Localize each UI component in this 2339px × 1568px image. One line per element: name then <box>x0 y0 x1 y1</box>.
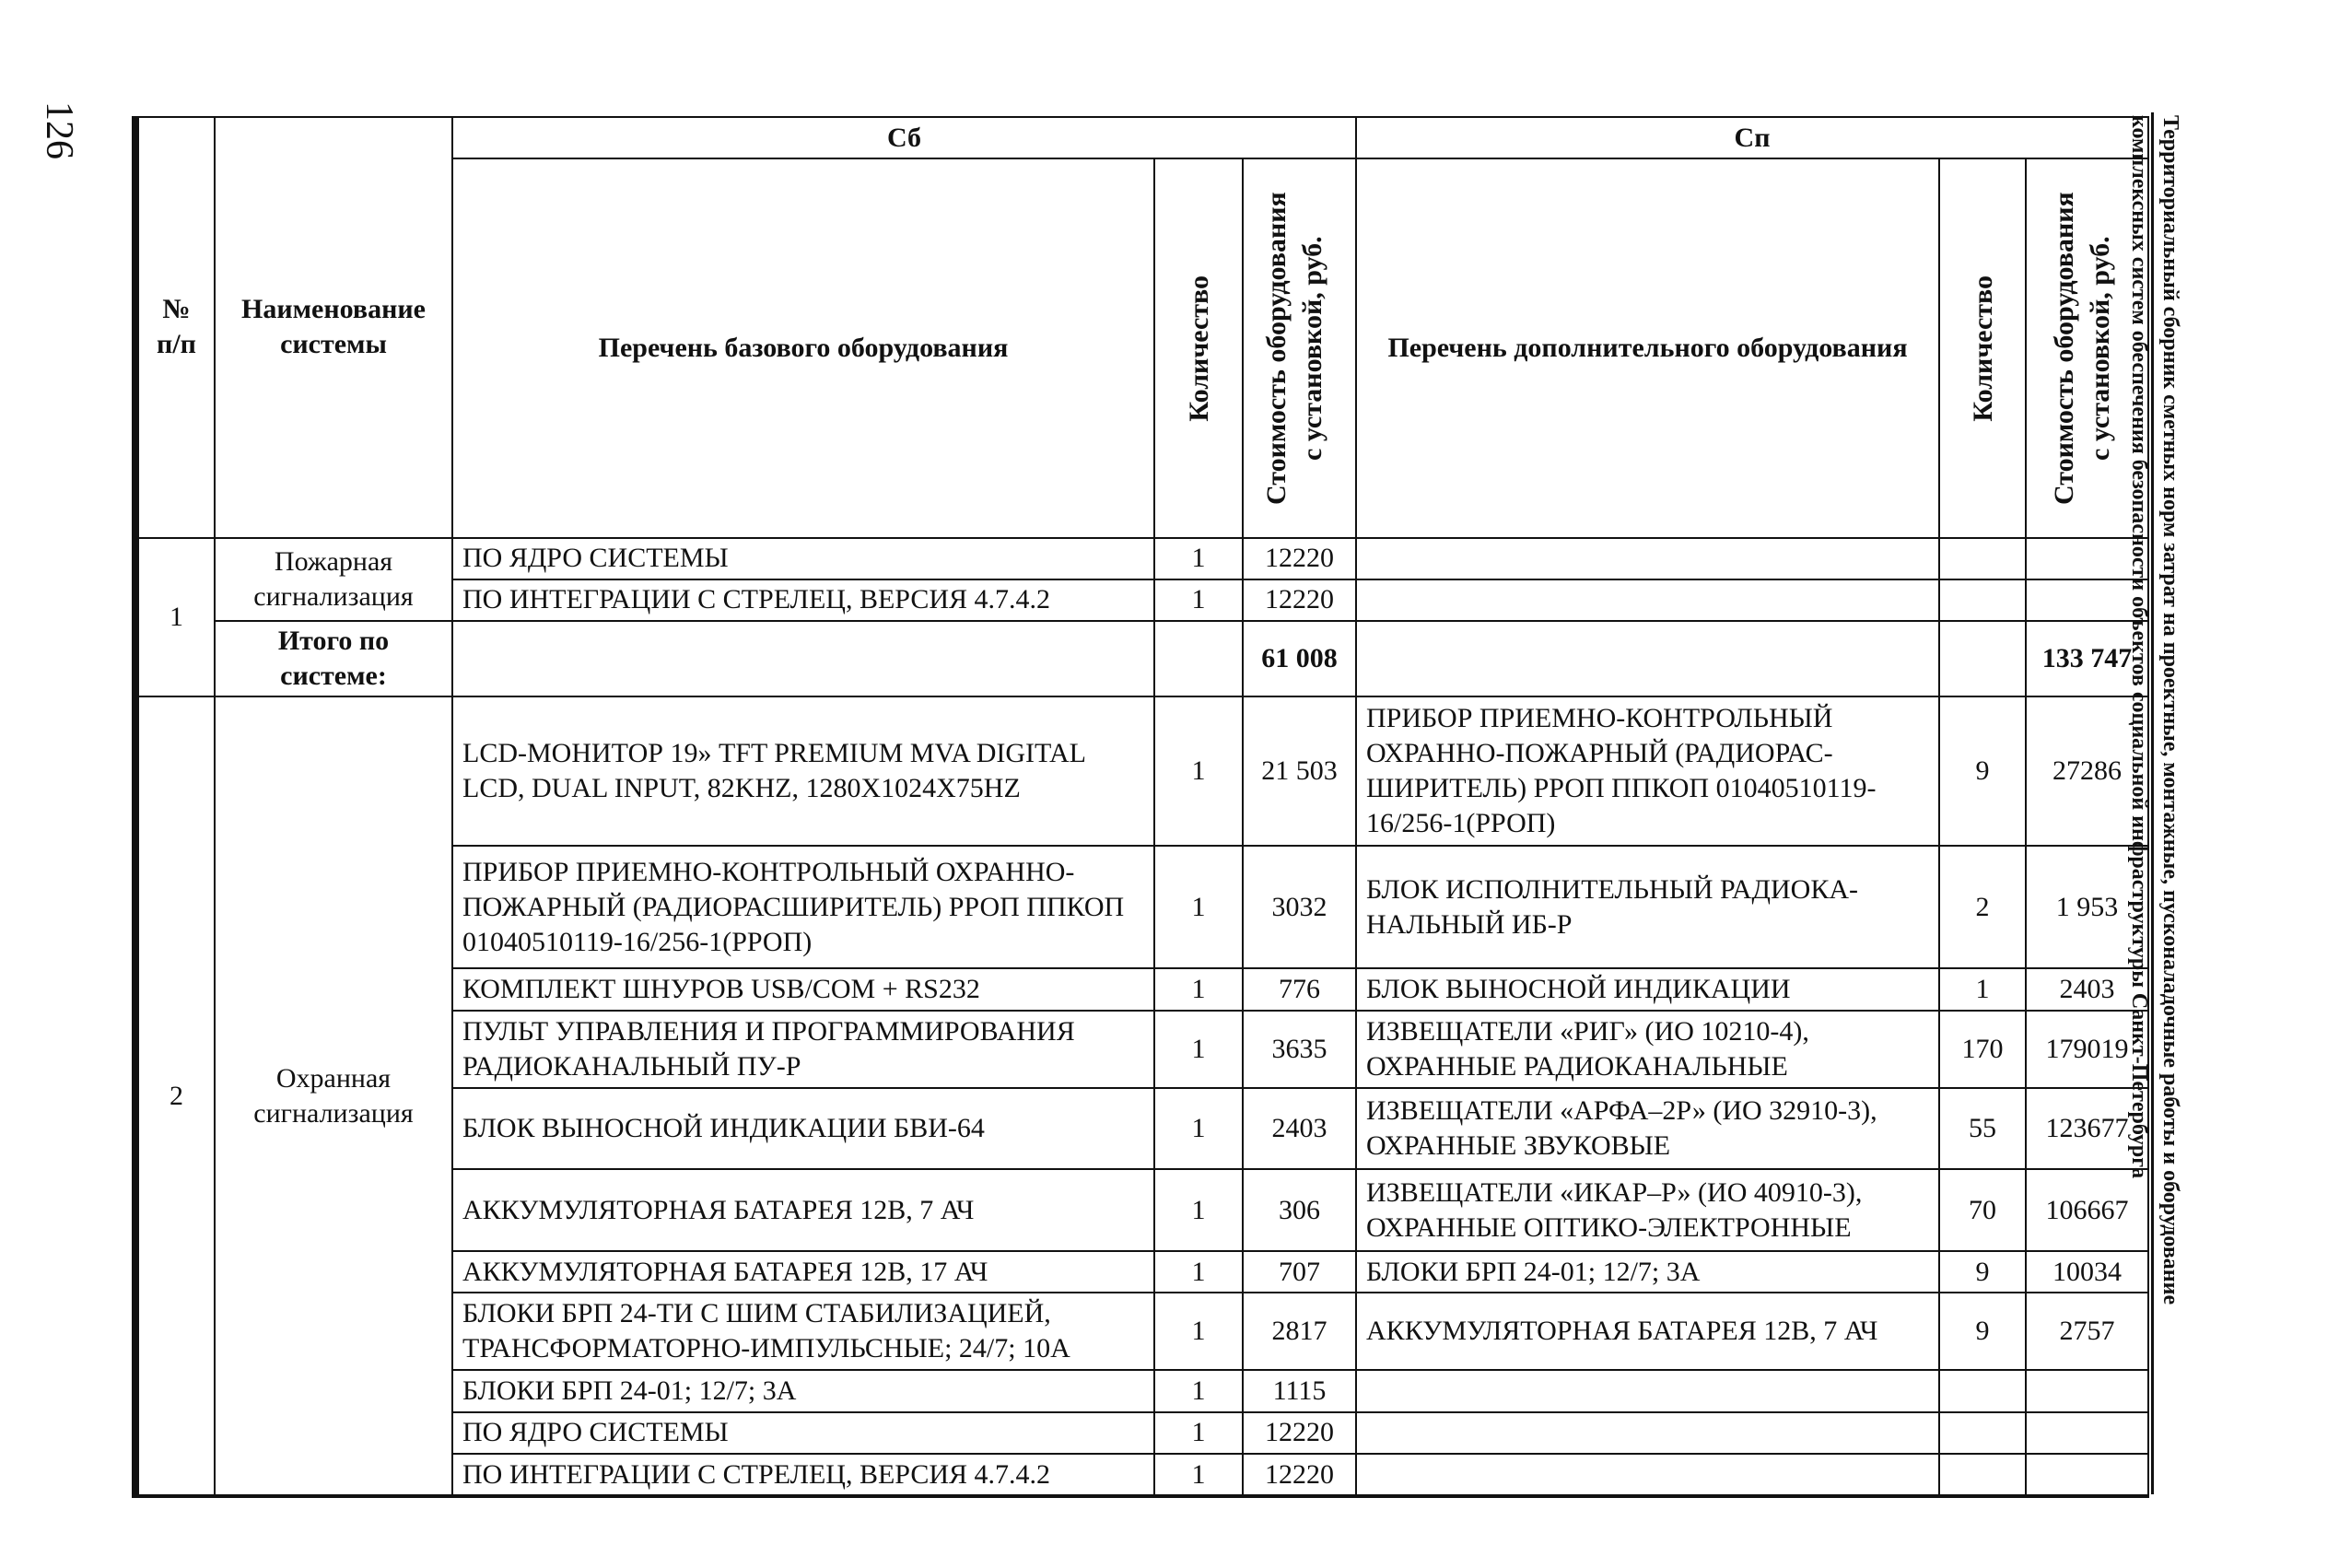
extra-item: АККУМУЛЯТОРНАЯ БАТАРЕЯ 12В, 7 АЧ <box>1356 1293 1939 1370</box>
running-head-rule <box>2151 112 2154 1494</box>
base-cost: 3032 <box>1243 846 1356 969</box>
header-qty-text: Количество <box>1183 275 1214 422</box>
extra-cost <box>2026 538 2148 579</box>
base-item: БЛОКИ БРП 24-01; 12/7; 3А <box>452 1370 1154 1411</box>
base-item: LCD-МОНИТОР 19» TFT PREMIUM MVA DIGITAL LCD, DUAL INPUT, 82KHZ, 1280X1024X75HZ <box>452 696 1154 846</box>
extra-cost <box>2026 579 2148 621</box>
base-cost: 707 <box>1243 1251 1356 1293</box>
base-item: БЛОКИ БРП 24-ТИ С ШИМ СТАБИЛИЗАЦИЕЙ, ТРАНСФОРМАТОРНО-ИМПУЛЬСНЫЕ; 24/7; 10А <box>452 1293 1154 1370</box>
system1-num: 1 <box>135 538 215 697</box>
extra-qty: 2 <box>1939 846 2026 969</box>
base-cost: 12220 <box>1243 538 1356 579</box>
base-item: ПРИБОР ПРИЕМНО-КОНТРОЛЬНЫЙ ОХРАННО-ПОЖАРНЫЙ (РАДИОРАСШИРИТЕЛЬ) РРОП ППКОП 01040510119-16/256-1(РРОП) <box>452 846 1154 969</box>
header-system-name: Наименование системы <box>215 117 452 538</box>
base-qty: 1 <box>1154 538 1243 579</box>
base-cost: 12220 <box>1243 1412 1356 1454</box>
extra-cost <box>2026 1370 2148 1411</box>
extra-item: ИЗВЕЩАТЕЛИ «РИГ» (ИО 10210-4), ОХРАННЫЕ РАДИОКАНАЛЬНЫЕ <box>1356 1011 1939 1088</box>
extra-cost <box>2026 1454 2148 1496</box>
extra-cost: 123677 <box>2026 1088 2148 1169</box>
header-cost <box>1243 158 1356 537</box>
extra-cost: 1 953 <box>2026 846 2148 969</box>
extra-qty <box>1939 579 2026 621</box>
extra-cost <box>2026 1412 2148 1454</box>
extra-item <box>1356 1412 1939 1454</box>
base-qty: 1 <box>1154 1370 1243 1411</box>
base-item: АККУМУЛЯТОРНАЯ БАТАРЕЯ 12В, 7 АЧ <box>452 1169 1154 1250</box>
base-qty: 1 <box>1154 1011 1243 1088</box>
total-empty <box>1356 621 1939 696</box>
extra-qty: 9 <box>1939 696 2026 846</box>
base-cost: 12220 <box>1243 1454 1356 1496</box>
extra-qty <box>1939 538 2026 579</box>
system1-total-label: Итого по системе: <box>215 621 452 696</box>
base-item: ПО ИНТЕГРАЦИИ С СТРЕЛЕЦ, ВЕРСИЯ 4.7.4.2 <box>452 1454 1154 1496</box>
extra-qty: 55 <box>1939 1088 2026 1169</box>
page-number: 126 <box>38 101 80 159</box>
system1-total-base: 61 008 <box>1243 621 1356 696</box>
base-cost: 21 503 <box>1243 696 1356 846</box>
header-cb: Сб <box>452 117 1356 158</box>
extra-cost: 27286 <box>2026 696 2148 846</box>
base-qty: 1 <box>1154 1454 1243 1496</box>
extra-cost: 106667 <box>2026 1169 2148 1250</box>
header-extra-list: Перечень дополнительного оборудования <box>1356 158 1939 537</box>
base-item: ПО ЯДРО СИСТЕМЫ <box>452 538 1154 579</box>
base-item: КОМПЛЕКТ ШНУРОВ USB/COM + RS232 <box>452 968 1154 1010</box>
header-base-list: Перечень базового оборудования <box>452 158 1154 537</box>
base-cost: 306 <box>1243 1169 1356 1250</box>
base-item: БЛОК ВЫНОСНОЙ ИНДИКАЦИИ БВИ-64 <box>452 1088 1154 1169</box>
extra-item: БЛОК ВЫНОСНОЙ ИНДИКАЦИИ <box>1356 968 1939 1010</box>
table-row <box>135 696 2148 846</box>
system1-total-extra: 133 747 <box>2026 621 2148 696</box>
base-item: ПУЛЬТ УПРАВЛЕНИЯ И ПРОГРАММИРОВАНИЯ РАДИОКАНАЛЬНЫЙ ПУ-Р <box>452 1011 1154 1088</box>
base-qty: 1 <box>1154 846 1243 969</box>
header-cost2 <box>2026 158 2148 537</box>
system2-num: 2 <box>135 696 215 1496</box>
table-row <box>135 538 2148 579</box>
header-cp: Сп <box>1356 117 2148 158</box>
equipment-cost-table <box>132 116 2149 1498</box>
base-cost: 2403 <box>1243 1088 1356 1169</box>
extra-qty: 1 <box>1939 968 2026 1010</box>
total-empty <box>452 621 1154 696</box>
extra-item: ПРИБОР ПРИЕМНО-КОНТРОЛЬНЫЙ ОХРАННО-ПОЖАРНЫЙ (РАДИОРАС-ШИРИТЕЛЬ) РРОП ППКОП 01040510119-16/256-1(РРОП) <box>1356 696 1939 846</box>
extra-item <box>1356 579 1939 621</box>
extra-qty <box>1939 1454 2026 1496</box>
header-cost2-text: Стоимость оборудования с установкой, руб. <box>2048 191 2115 505</box>
base-qty: 1 <box>1154 968 1243 1010</box>
extra-cost: 2403 <box>2026 968 2148 1010</box>
total-empty <box>1154 621 1243 696</box>
base-cost: 1115 <box>1243 1370 1356 1411</box>
extra-qty <box>1939 1412 2026 1454</box>
extra-cost: 10034 <box>2026 1251 2148 1293</box>
extra-cost: 179019 <box>2026 1011 2148 1088</box>
extra-qty: 70 <box>1939 1169 2026 1250</box>
base-qty: 1 <box>1154 1293 1243 1370</box>
base-item: ПО ЯДРО СИСТЕМЫ <box>452 1412 1154 1454</box>
extra-item <box>1356 1370 1939 1411</box>
system1-name: Пожарная сигнализация <box>215 538 452 621</box>
base-cost: 2817 <box>1243 1293 1356 1370</box>
base-item: ПО ИНТЕГРАЦИИ С СТРЕЛЕЦ, ВЕРСИЯ 4.7.4.2 <box>452 579 1154 621</box>
extra-item: БЛОКИ БРП 24-01; 12/7; 3А <box>1356 1251 1939 1293</box>
base-cost: 776 <box>1243 968 1356 1010</box>
base-qty: 1 <box>1154 1251 1243 1293</box>
base-cost: 3635 <box>1243 1011 1356 1088</box>
total-row <box>135 621 2148 696</box>
extra-qty <box>1939 1370 2026 1411</box>
base-qty: 1 <box>1154 1412 1243 1454</box>
base-qty: 1 <box>1154 579 1243 621</box>
running-head-line-1: Территориальный сборник сметных норм затрат на проектные, монтажные, пусконаладочные работы и оборудование <box>2158 115 2182 1305</box>
base-qty: 1 <box>1154 1169 1243 1250</box>
extra-qty: 170 <box>1939 1011 2026 1088</box>
header-num: № п/п <box>135 117 215 538</box>
running-head-line-2: комплексных систем обеспечения безопасности объектов социальной инфраструктуры Санкт-Петербурга <box>2126 115 2151 1179</box>
base-item: АККУМУЛЯТОРНАЯ БАТАРЕЯ 12В, 17 АЧ <box>452 1251 1154 1293</box>
extra-item <box>1356 538 1939 579</box>
header-qty2-text: Количество <box>1967 275 1998 422</box>
extra-item: БЛОК ИСПОЛНИТЕЛЬНЫЙ РАДИОКА-НАЛЬНЫЙ ИБ-Р <box>1356 846 1939 969</box>
system2-name: Охранная сигнализация <box>215 696 452 1496</box>
extra-item: ИЗВЕЩАТЕЛИ «ИКАР–Р» (ИО 40910-3), ОХРАННЫЕ ОПТИКО-ЭЛЕКТРОННЫЕ <box>1356 1169 1939 1250</box>
base-qty: 1 <box>1154 1088 1243 1169</box>
extra-qty: 9 <box>1939 1251 2026 1293</box>
extra-item <box>1356 1454 1939 1496</box>
header-qty <box>1154 158 1243 537</box>
base-cost: 12220 <box>1243 579 1356 621</box>
header-cost-text: Стоимость оборудования с установкой, руб. <box>1260 191 1327 505</box>
header-qty2 <box>1939 158 2026 537</box>
extra-cost: 2757 <box>2026 1293 2148 1370</box>
extra-item: ИЗВЕЩАТЕЛИ «АРФА–2Р» (ИО 32910-3), ОХРАННЫЕ ЗВУКОВЫЕ <box>1356 1088 1939 1169</box>
base-qty: 1 <box>1154 696 1243 846</box>
total-empty <box>1939 621 2026 696</box>
extra-qty: 9 <box>1939 1293 2026 1370</box>
